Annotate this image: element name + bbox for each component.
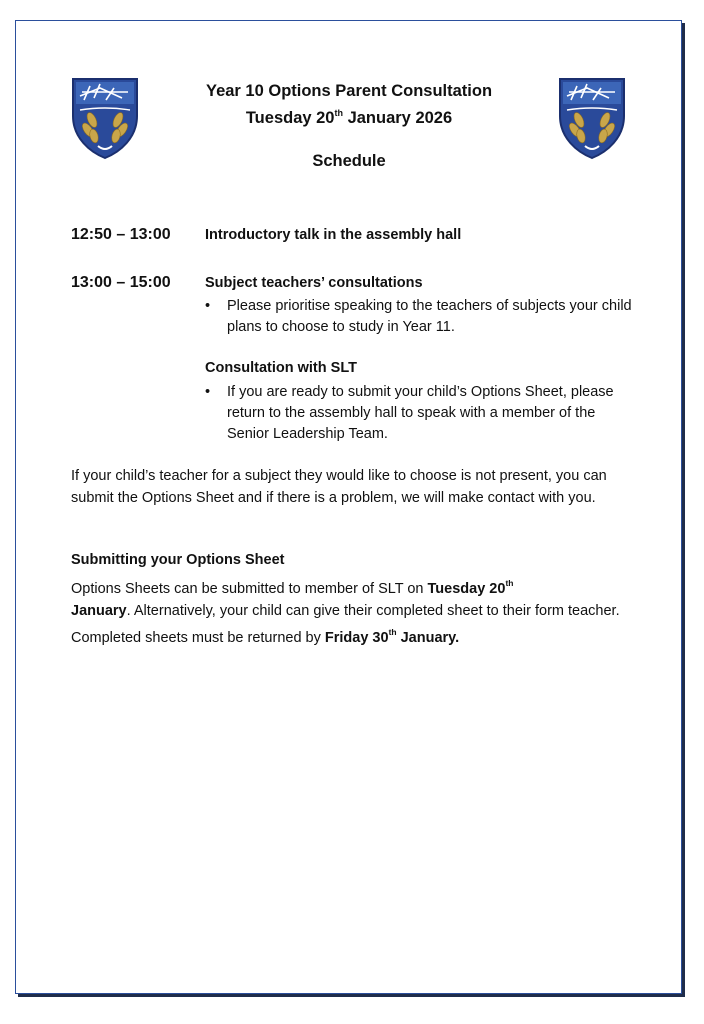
bullet-icon: •: [205, 384, 211, 400]
slt-bullet: [205, 382, 635, 445]
schedule-activity-2: Subject teachers’ consultations: [205, 275, 423, 291]
document-title: Year 10 Options Parent Consultation: [205, 82, 493, 100]
schedule-time-2: 13:00 – 15:00: [71, 274, 171, 291]
event-date: Tuesday 20th January 2026: [245, 108, 453, 127]
school-crest-right: [557, 76, 627, 160]
document-header: [150, 80, 548, 129]
schedule-bullet-2: [205, 296, 635, 338]
bullet-text: Please prioritise speaking to the teachers of subjects your child plans to choose to study in Year 11.: [227, 298, 632, 335]
submitting-paragraph: Options Sheets can be submitted to member of SLT on Tuesday 20th January. Alternatively, your child can give their completed sheet to their form teacher. Completed sheets must be returned by Friday 30th January.: [71, 578, 620, 646]
submitting-heading: Submitting your Options Sheet: [71, 552, 285, 568]
slt-heading: Consultation with SLT: [205, 360, 357, 376]
bullet-icon: •: [205, 298, 211, 314]
bullet-text: If you are ready to submit your child’s Options Sheet, please return to the assembly hall to speak with a member of the Senior Leadership Team.: [227, 384, 614, 442]
schedule-time-1: 12:50 – 13:00: [71, 226, 171, 243]
schedule-heading: Schedule: [312, 152, 386, 170]
absent-teacher-note: If your child’s teacher for a subject they would like to choose is not present, you can submit the Options Sheet and if there is a problem, we will make contact with you.: [71, 468, 607, 506]
schedule-activity-1: Introductory talk in the assembly hall: [205, 227, 462, 243]
school-crest-left: [70, 76, 140, 160]
